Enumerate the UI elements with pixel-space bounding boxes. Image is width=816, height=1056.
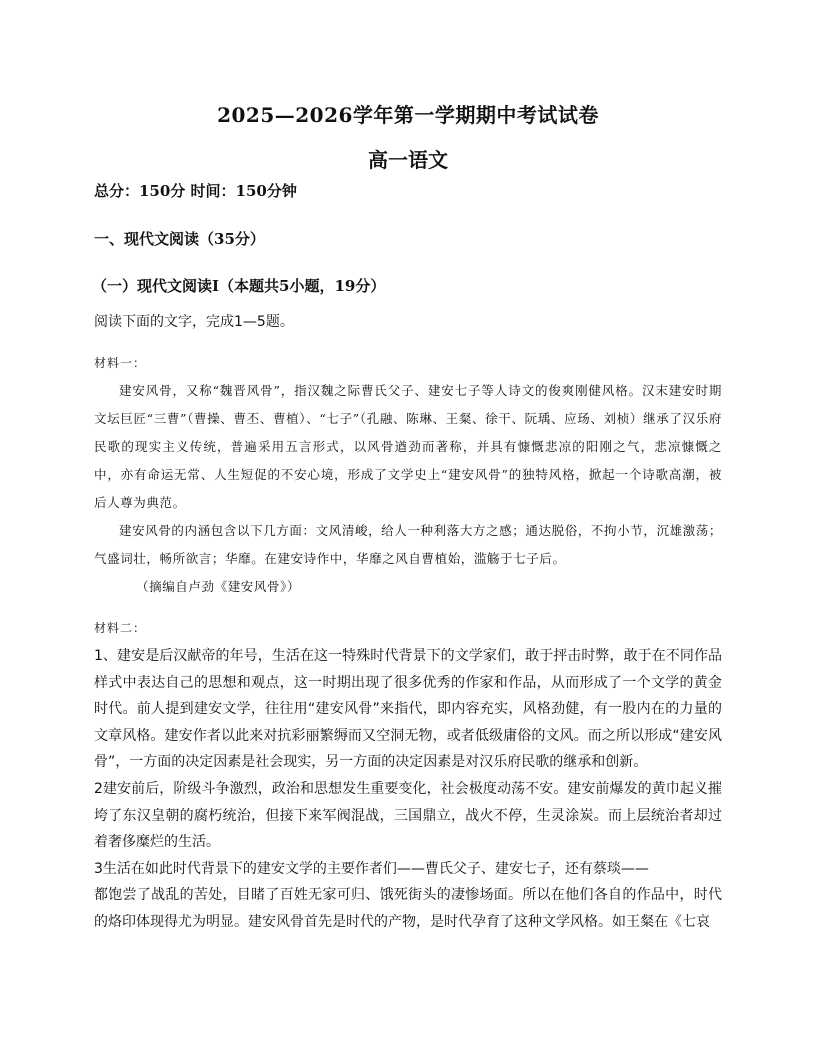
material2-paragraph: 1、建安是后汉献帝的年号，生活在这一特殊时代背景下的文学家们，敢于抨击时弊，敢于在不同作品样式中表达自己的思想和观点，这一时期出现了很多优秀的作家和作品，从而形成了一个文学的黄金时代。前人提到建安文学，往往用“建安风骨”来指代，即内容充实，风格劲健，有一股内在的力量的文章风格。建安作者以此来对抗彩丽繁缛而又空洞无物，或者低级庸俗的文风。而之所以形成“建安风骨”，一方面的决定因素是社会现实，另一方面的决定因素是对汉乐府民歌的继承和创新。 [94, 648, 722, 771]
material1-paragraph: 建安风骨的内涵包含以下几方面：文风清峻，给人一种利落大方之感；通达脱俗，不拘小节，沉雄激荡；气盛词壮，畅所欲言；华靡。在建安诗作中，华靡之风自曹植始，滥觞于七子后。 [94, 523, 722, 566]
instruction-text: 阅读下面的文字，完成1—5题。 [94, 314, 294, 330]
material1-source: （摘编自卢劲《建安风骨》） [136, 579, 301, 594]
material2-paragraph: 2建安前后，阶级斗争激烈，政治和思想发生重要变化，社会极度动荡不安。建安前爆发的黄巾起义摧垮了东汉皇朝的腐朽统治，但接下来军阀混战，三国鼎立，战火不停，生灵涂炭。而上层统治者却过着奢侈糜烂的生活。 [94, 780, 722, 851]
exam-subject: 高一语文 [368, 148, 448, 172]
material1-label: 材料一： [94, 356, 147, 370]
material2-paragraph: 都饱尝了战乱的苦处，目睹了百姓无家可归、饿死街头的凄惨场面。所以在他们各自的作品中，时代的烙印体现得尤为明显。建安风骨首先是时代的产物，是时代孕育了这种文学风格。如王粲在《七哀 [94, 887, 722, 930]
part-heading: （一）现代文阅读Ⅰ（本题共5小题，19分） [92, 277, 386, 295]
score-time-line: 总分：150分 时间：150分钟 [94, 182, 297, 200]
material2-paragraph: 3生活在如此时代背景下的建安文学的主要作者们——曹氏父子、建安七子，还有蔡琰—— [94, 860, 649, 877]
exam-title: 2025—2026学年第一学期期中考试试卷 [217, 103, 599, 127]
material1-paragraph: 建安风骨，又称“魏晋风骨”，指汉魏之际曹氏父子、建安七子等人诗文的俊爽刚健风格。汉末建安时期文坛巨匠“三曹”（曹操、曹丕、曹植）、“七子”（孔融、陈琳、王粲、徐干、阮瑀、应玚、刘桢）继承了汉乐府民歌的现实主义传统，普遍采用五言形式，以风骨遒劲而著称，并具有慷慨悲凉的阳刚之气，悲凉慷慨之中，亦有命运无常、人生短促的不安心境，形成了文学史上“建安风骨”的独特风格，掀起一个诗歌高潮，被后人尊为典范。 [94, 383, 722, 510]
material1-body [94, 377, 722, 601]
section-heading: 一、现代文阅读（35分） [94, 230, 265, 248]
material2-body [94, 643, 722, 936]
material2-label: 材料二： [94, 621, 147, 635]
